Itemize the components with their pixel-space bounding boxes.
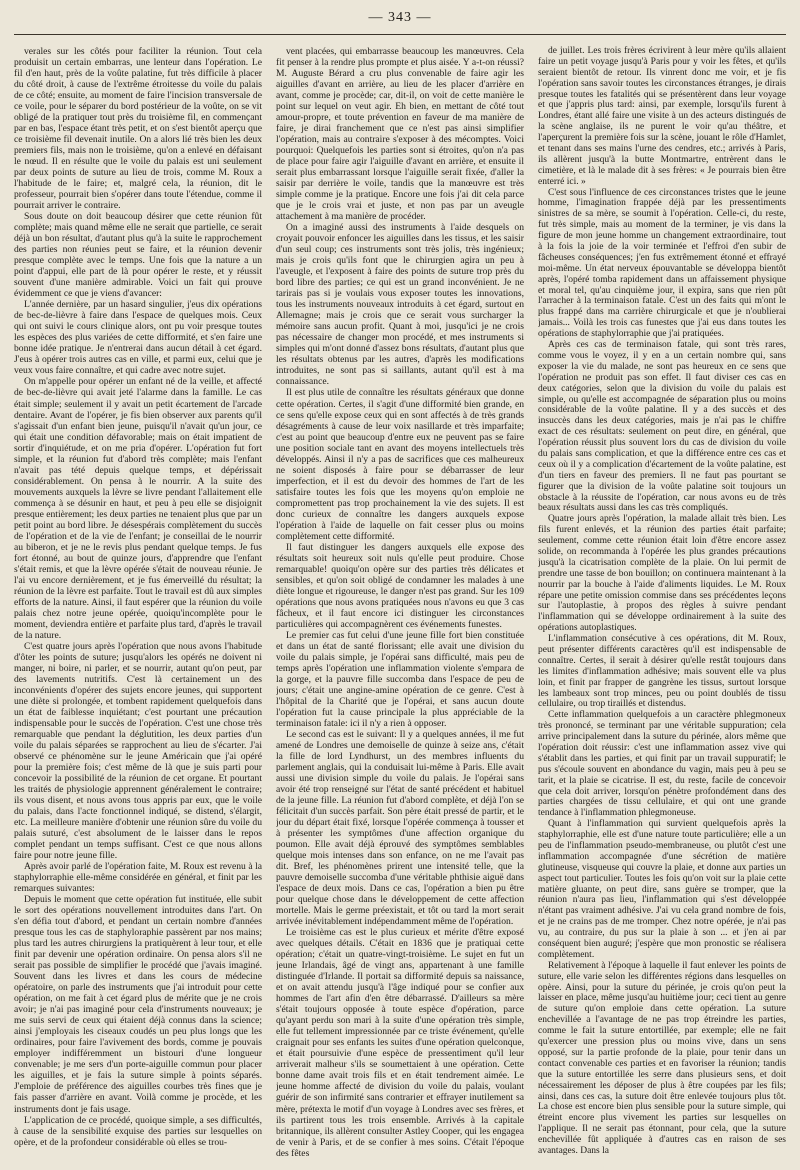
paragraph: Cette inflammation quelquefois a un caractère phlegmoneux très prononcé, se terminant par une véritable suppuration; cela arrive principalement dans la suture du périnée, alors même que l'opération doit réussir: c'est une inflammation assez vive qui s'établit dans les parties, et qui finit par un travail suppuratif; le pus s'écoule souvent en abondance du vagin, mais peu à peu se tarit, et la plaie se cicatrise. Il est, du reste, facile de concevoir que cela doit arriver, lorsqu'on pénètre profondément dans des parties chargées de tissu cellulaire, et qui ont une grande tendance à l'inflammation phlegmoneuse. xyxy=(538,710,786,819)
column-middle xyxy=(276,46,524,1161)
paragraph: Depuis le moment que cette opération fut instituée, elle subit le sort des opérations nouvellement introduites dans l'art. On s'en défia tout d'abord, et pendant un certain nombre d'années presque tous les cas de staphyloraphie passèrent par nos mains; plus tard les autres chirurgiens la pratiquèrent à leur tour, et elle finit par devenir une opération ordinaire. On pensa alors s'il ne serait pas possible de simplifier le procédé que j'avais imaginé. Souvent dans les livres et dans les cours de médecine opératoire, on parle des instruments que j'ai introduit pour cette opération, on me fait à cet égard plus de mérite que je ne crois avoir; je n'ai pas imaginé pour cela d'instruments nouveaux; je me suis servi de ceux qui étaient déjà connus dans la science; ainsi j'employais les ciseaux coudés un peu plus longs que les ordinaires, pour faire l'avivement des bords, comme je pouvais employer indifféremment un bistouri d'une longueur convenable; je me sers d'un porte-aiguille commun pour placer les aiguilles, et je fais la suture simple à points séparés. J'emploie de préférence des aiguilles courbes très fines que je fais passer d'arrière en avant. Voilà comme je procède, et les instruments dont je fais usage. xyxy=(14,894,262,1115)
paragraph: C'est quatre jours après l'opération que nous avons l'habitude d'ôter les points de suture; jusqu'alors les opérés ne doivent ni manger, ni boire, ni parler, et se nourrir, autant qu'on peut, par des lavements nutritifs. C'est là certainement un des inconvénients d'opérer des sujets encore jeunes, qui supportent une diète si prolongée, et tombent rapidement quelquefois dans un état de faiblesse inquiétant; c'est pourtant une précaution indispensable pour le succès de l'opération. C'est une chose très remarquable que pendant la déglutition, les deux parties d'un voile du palais séparées se rapprochent au lieu de s'écarter. J'ai observé ce phénomène sur le jeune Américain que j'ai opéré pour la première fois; c'est même de là que je suis parti pour concevoir la possibilité de la réunion de cet organe. Et pourtant les traités de physiologie apprennent généralement le contraire; ils vous disent, et nous avons tous appris par eux, que le voile du palais, dans l'acte fonctionnel indiqué, se distend, s'élargit, etc. La meilleure manière d'obtenir une réunion sûre du voile du palais suturé, c'est absolument de le laisser dans le repos complet pendant un temps suffisant. C'est ce que nous allons faire pour notre jeune fille. xyxy=(14,640,262,862)
header-rule xyxy=(14,34,786,35)
paragraph: On m'appelle pour opérer un enfant né de la veille, et affecté de bec-de-lièvre qui avait jeté l'alarme dans la famille. Le cas était simple; seulement il y avait un petit écartement de l'arcade dentaire. Avant de l'opérer, je fis bien observer aux parents qu'il s'agissait d'un enfant bien jeune, puisqu'il n'avait qu'un jour, ce qui était une condition défavorable; mais on était impatient de sortir d'inquiétude, et on me pria d'opérer. L'opération fut fort simple, et la réunion fut d'abord très complète; mais l'enfant n'avait pas tété depuis quelque temps, et dépérissait considérablement. On pensa à le nourrir. A la suite des mouvements auxquels la lèvre se livre pendant l'allaitement elle commença à se désunir en haut, et peu à peu elle se disjoignit presque entièrement; les deux parties ne tenaient plus que par un petit point au bord libre. Je désespérais complètement du succès de l'opération et de la vie de l'enfant; je conseillai de le nourrir au biberon, et je ne le revis plus pendant quelque temps. Je fus fort étonné, au bout de quinze jours, d'apprendre que l'enfant s'était remis, et que la lèvre opérée s'était de nouveau réunie. Je l'ai vu encore dernièrement, et je fus émerveillé du résultat; la réunion de la lèvre est parfaite. Tout le travail est dû aux simples efforts de la nature. Ainsi, il faut espérer que la réunion du voile palais chez notre jeune opérée, quoiqu'incomplète pour le moment, deviendra entière et parfaite plus tard, d'après le travail de la nature. xyxy=(14,376,262,641)
paragraph: de juillet. Les trois frères écrivirent à leur mère qu'ils allaient faire un petit voyage jusqu'à Paris pour y voir les fêtes, et qu'ils seraient bientôt de retour. Ils vinrent donc me voir, et je fis l'opération sans savoir toutes les circonstances étranges, je dirais presque toutes les fatalités qui se présentèrent dans leur voyage et que j'appris plus tard: ainsi, par exemple, lorsqu'ils furent à Londres, étant allé faire une visite à un des acteurs distingués de la scène anglaise, ils ne purent le voir qu'au théâtre, et l'aperçurent la première fois sur la scène, jouant le rôle d'Hamlet, et tenant dans ses mains l'urne des cendres, etc.; arrivés à Paris, ils allèrent jusqu'à la butte Montmartre, entrèrent dans le cimetière, et là le malade dit à ses frères: « Je pourrais bien être enterré ici. » xyxy=(538,46,786,187)
paragraph: Sous doute on doit beaucoup désirer que cette réunion fût complète; mais quand même elle ne serait que partielle, ce serait déjà un bon résultat, d'autant plus qu'à la suite le rapprochement des parties non réunies peut se faire, et la réunion devenir presque complète avec le temps. Une fois que la nature a un point d'appui, elle part de là pour opérer le reste, et y réussit souvent d'une manière admirable. Voici un fait qui prouve évidemment ce que je viens d'avancer: xyxy=(14,211,262,300)
paragraph: Quant à l'inflammation qui survient quelquefois après la staphylorraphie, elle est d'une nature toute particulière; elle a un peu de l'inflammation pseudo-membraneuse, ou plutôt c'est une inflammation accompagnée d'une sécrétion de matière glutineuse, visqueuse qui couvre la plaie, et donne aux parties un aspect tout particulier. Toutes les fois qu'on voit sur la plaie cette matière gluante, on peut dire, sans guère se tromper, que la réunion n'aura pas lieu, l'inflammation qui s'est développée n'étant pas vraiment adhésive. J'ai vu cela grand nombre de fois, et je ne crains pas de me tromper. Chez notre opérée, je n'ai pas vu, au contraire, du pus sur la plaie à son ... et j'en ai par conséquent bien auguré; j'espère que mon pronostic se réalisera complètement. xyxy=(538,819,786,960)
paragraph: Il est plus utile de connaître les résultats généraux que donne cette opération. Certes, il s'agit d'une difformité bien grande, en ce sens qu'elle expose ceux qui en sont affectés à de très grands désagréments à cause de leur voix nasillarde et très imparfaite; c'est au point que beaucoup d'entre eux ne peuvent pas se faire une position sociale tant en avant des moyens intellectuels très développés. Ainsi il n'y a pas de sacrifices que ces malheureux ne soient disposés à faire pour se débarrasser de leur imperfection, et il est du devoir des hommes de l'art de les satisfaire toutes les fois que les moyens qu'on emploie ne compromettent pas trop prochainement la vie des sujets. Il est donc curieux de connaître les dangers auxquels expose l'opération à l'aide de laquelle on fait cesser plus ou moins complètement cette difformité. xyxy=(276,387,524,542)
paragraph: Relativement à l'époque à laquelle il faut enlever les points de suture, elle varie selon les différentes régions dans lesquelles on opère. Ainsi, pour la suture du périnée, je crois qu'on peut la laisser en place, même jusqu'au huitième jour; ceci tient au genre de suture qu'on emploie dans cette opération. La suture enchevillée a l'avantage de ne pas trop étreindre les parties, comme le fait la suture entortillée, par exemple; elle ne fait qu'exercer une pression plus ou moins vive, dans un sens opposé, sur la partie profonde de la plaie, pour tenir dans un contact convenable ces parties et en favoriser la réunion; tandis que la suture entortillée les serre dans plusieurs sens, et doit nécessairement les déposer de plus à être coupées par les fils; ainsi, dans ces cas, la suture doit être enlevée toujours plus tôt. La chose est encore bien plus sensible pour la suture simple, qui étreint encore plus vivement les parties sur lesquelles on l'applique. Il ne serait pas étonnant, pour cela, que la suture enchevillée fût appliquée à d'autres cas en raison de ses avantages. Dans la xyxy=(538,960,786,1156)
paragraph: On a imaginé aussi des instruments à l'aide desquels on croyait pouvoir enfoncer les aiguilles dans les tissus, et les saisir d'un seul coup; ces instruments sont très jolis, très ingénieux; mais je crois qu'ils font que le chirurgien agira un peu à l'aveugle, et l'exposent à faire des points de suture trop près du bord libre des parties; ce qui est un grand inconvénient. Je ne tarirais pas si je voulais vous exposer toutes les innovations, tous les instruments nouveaux introduits à cet égard, surtout en Allemagne; mais je crois que ce serait vous surcharger la mémoire sans aucun profit. Quant à moi, jusqu'ici je ne crois pas nécessaire de changer mon procédé, et mes instruments si simples qui m'ont donné d'assez bons résultats, d'autant plus que les résultats obtenus par les autres, d'après les modifications introduites, ne sont pas si saillants, autant qu'il est à ma connaissance. xyxy=(276,222,524,388)
paragraph: Après avoir parlé de l'opération faite, M. Roux est revenu à la staphylorraphie elle-même considérée en général, et finit par les remarques suivantes: xyxy=(14,861,262,895)
column-right xyxy=(538,46,786,1161)
text-columns xyxy=(14,46,786,1161)
paragraph: Le premier cas fut celui d'une jeune fille fort bien constituée et dans un état de santé florissant; elle avait une division du voile du palais simple, je l'opérai sans difficulté, mais peu de temps après l'opération une inflammation violente s'empara de la gorge, et la pauvre fille succomba dans l'espace de peu de jours; c'était une angine-amine opération de ce genre. C'est à l'hôpital de la Charité que je l'opérai, et sans aucun doute l'opération fut la cause principale la plus appréciable de la terminaison fatale: ici il n'y a rien à opposer. xyxy=(276,629,524,729)
paragraph: Le second cas est le suivant: Il y a quelques années, il me fut amené de Londres une demoiselle de quinze à seize ans, c'était la fille de lord Lyndhurst, un des membres influents du parlement anglais, qui la conduisait lui-même à Paris. Elle avait aussi une division simple du voile du palais. Je l'opérai sans avoir été trop renseigné sur l'état de santé précédent et habituel de la jeune fille. La réunion fut d'abord complète, et déjà l'on se félicitait d'un succès parfait. Son père était pressé de partir, et le jour du départ était fixé, lorsque l'opérée commença à tousser et à présenter les symptômes d'une affection organique du poumon. Elle avait déjà éprouvé des symptômes semblables quelque mois intenses dans son enfance, on ne me l'avait pas dit. Bref, les phénomènes prirent une intensité telle, que la pauvre demoiselle succomba d'une véritable phthisie aiguë dans l'espace de deux mois. Dans ce cas, l'opération a bien pu être pour quelque chose dans le développement de cette affection mortelle. Mais le germe préexistait, et tôt ou tard la mort serait arrivée inévitablement indépendamment même de l'opération. xyxy=(276,728,524,928)
paragraph: verales sur les côtés pour faciliter la réunion. Tout cela produisit un certain embarras, une lenteur dans l'opération. Le fil d'en haut, près de la voûte palatine, fut très difficile à placer du côté droit, à cause de l'extrême étroitesse du voile du palais de ce côté; ensuite, au moment de faire l'incision transversale de ce voile, pour le séparer du bord postérieur de la voûte, on se vit obligé de la pratiquer tout près du troisième fil, en commençant par en bas, l'espace étant très petit, et on s'est bientôt aperçu que ce troisième fil devenait inutile. On a alors lié très bien les deux premiers fils, mais non le troisième, qu'on a enlevé en défaisant le nœud. Il en résulte que le voile du palais est uni seulement par deux points de suture au lieu de trois, comme M. Roux a l'habitude de le faire; et, malgré cela, la réunion, dit le professeur, pourrait bien s'opérer dans toute l'étendue, comme il pourrait arriver le contraire. xyxy=(14,46,262,212)
paragraph: Il faut distinguer les dangers auxquels elle expose des résultats soit heureux soit nuls qu'elle peut produire. Chose remarquable! quoiqu'on opère sur des parties très délicates et sensibles, et qu'on soit obligé de condamner les malades à une diète longue et rigoureuse, le danger n'est pas grand. Sur les 109 opérations que nous avons pratiquées nous n'avons eu que 3 cas fâcheux, et il faut encore ici distinguer les circonstances particulières qui accompagnèrent ces événements funestes. xyxy=(276,541,524,630)
paragraph: Après ces cas de terminaison fatale, qui sont très rares, comme vous le voyez, il y en a un certain nombre qui, sans exposer la vie du malade, ne sont pas heureux en ce sens que l'opération ne produit pas son effet. Il faut diviser ces cas en deux catégories, selon que la division du voile du palais est simple, ou qu'elle est accompagnée de séparation plus ou moins considérable de la voûte palatine. Il y a des succès et des insuccès dans les deux catégories, mais je n'ai pas le chiffre exact de ces résultats: seulement on peut dire, en général, que l'opération réussit plus souvent lors du cas de division du voile du palais sans complication, et que la différence entre ces cas et ceux où il y a complication d'écartement de la voûte palatine, est d'un tiers en faveur des premiers. Il ne faut pas pourtant se figurer que la division de la voûte palatine soit toujours un obstacle à la réussite de l'opération, car nous avons eu de très beaux résultats aussi dans les cas très compliqués. xyxy=(538,340,786,514)
paragraph: L'inflammation consécutive à ces opérations, dit M. Roux, peut présenter différents caractères qu'il est indispensable de connaître. Certes, il serait à désirer qu'elle restât toujours dans les limites d'inflammation adhésive; mais souvent elle va plus loin, et finit par frapper de gangrène les tissus, surtout lorsque les lambeaux sont trop minces, peu ou point doublés de tissu cellulaire, ou trop tiraillés et distendus. xyxy=(538,634,786,710)
page-number: — 343 — xyxy=(368,10,432,25)
column-left xyxy=(14,46,262,1161)
paragraph: L'application de ce procédé, quoique simple, a ses difficultés, à cause de la sensibilité exquise des parties sur lesquelles on opère, et de la profondeur considérable où elles se trou- xyxy=(14,1114,262,1148)
paragraph: Quatre jours après l'opération, la malade allait très bien. Les fils furent enlevés, et la réunion des parties était parfaite; seulement, comme cette réunion était loin d'être encore assez solide, on recommanda à l'opérée les plus grandes précautions jusqu'à la cicatrisation complète de la plaie. On lui permit de prendre une tasse de bon bouillon; on continuera maintenant à la nourrir par la bouche à l'aide d'aliments liquides. Le M. Roux répare une petite omission commise dans ses précédentes leçons sur l'autoplastie, à propos des règles à suivre pendant l'inflammation qui se développe ordinairement à la suite des opérations autoplastiques. xyxy=(538,514,786,634)
paragraph: vent placées, qui embarrasse beaucoup les manœuvres. Cela fit penser à la rendre plus prompte et plus aisée. Y a-t-on réussi? M. Auguste Bérard a cru plus convenable de faire agir les aiguilles d'avant en arrière, au lieu de les placer d'arrière en avant, comme je procède; car, dit-il, on voit de cette manière le point sur lequel on veut agir. Eh bien, en mettant de côté tout amour-propre, et toute prévention en faveur de ma manière de faire, je dirai franchement que ce n'est pas ainsi simplifier l'opération, mais au contraire s'exposer à des mécomptes. Voici pourquoi: Quelquefois les parties sont si étroites, qu'on n'a pas de place pour faire agir l'aiguille d'avant en arrière, et ensuite il serait plus embarrassant lorsque l'aiguille serait fixée, d'aller la saisir par derrière le voile, tandis que la manœuvre est très simple comme je la pratique. Encore une fois j'ai dit cela parce que je le crois vrai et juste, et non pas par un aveugle attachement à ma manière de procéder. xyxy=(276,46,524,223)
paragraph: L'année dernière, par un hasard singulier, j'eus dix opérations de bec-de-lièvre à faire dans l'espace de quelques mois. Ceux qui ont suivi le cours clinique alors, ont pu voir presque toutes les espèces des plus variées de cette difformité, et s'en faire une bonne idée pratique. Je n'entrerai dans aucun détail à cet égard. J'eus à opérer trois autres cas en ville, et parmi eux, celui que je veux vous faire connaître, et qui cadre avec notre sujet. xyxy=(14,299,262,377)
paragraph: C'est sous l'influence de ces circonstances tristes que le jeune homme, l'imagination frappée déjà par les pressentiments sinistres de sa mère, se soumit à l'opération. Celle-ci, du reste, fut très simple, mais au moment de la terminer, je vis dans la figure de mon jeune homme un changement extraordinaire, tout à la fois la joie de la voir terminée et l'effroi d'en subir de fâcheuses conséquences; j'en fus extrêmement étonné et effrayé moi-même. Un état nerveux épouvantable se développa bientôt après, l'opéré tomba rapidement dans un affaissement physique et moral tel, qu'au cinquième jour, il expira, sans que rien pût l'arracher à la terminaison fatale. C'est un des faits qui m'ont le plus frappé dans ma carrière chirurgicale et que je n'oublierai jamais... Voilà les trois cas funestes que j'ai eus dans toutes les opérations de staphylorraphie que j'ai pratiquées. xyxy=(538,187,786,340)
paragraph: Le troisième cas est le plus curieux et mérite d'être exposé avec quelques détails. C'était en 1836 que je pratiquai cette opération; c'était un quatre-vingt-troisième. Le sujet en fut un jeune Irlandais, âgé de vingt ans, appartenant à une famille distinguée d'Irlande. Il portait sa difformité depuis sa naissance, et on avait attendu jusqu'à l'âge indiqué pour se confier aux hommes de l'art afin d'en être débarrassé. D'ailleurs sa mère s'était toujours opposée à toute espèce d'opération, parce qu'ayant perdu son mari à la suite d'une opération très simple, elle fut tellement impressionnée par ce triste événement, qu'elle craignait pour ses enfants les suites d'une opération quelconque, et était poursuivie d'une espèce de pressentiment qu'il leur arriverait malheur s'ils se soumettaient à une opération. Cette bonne dame avait trois fils et en était tendrement aimée. Le jeune homme affecté de division du voile du palais, voulant guérir de son infirmité sans contrarier et effrayer inutilement sa mère, prétexta le motif d'un voyage à Londres avec ses frères, et ils partirent tous les trois ensemble. Arrivés à la capitale britannique, ils allèrent consulter Astley Cooper, qui les engagea de venir à Paris, et de se confier à mes soins. C'était l'époque des fêtes xyxy=(276,927,524,1159)
